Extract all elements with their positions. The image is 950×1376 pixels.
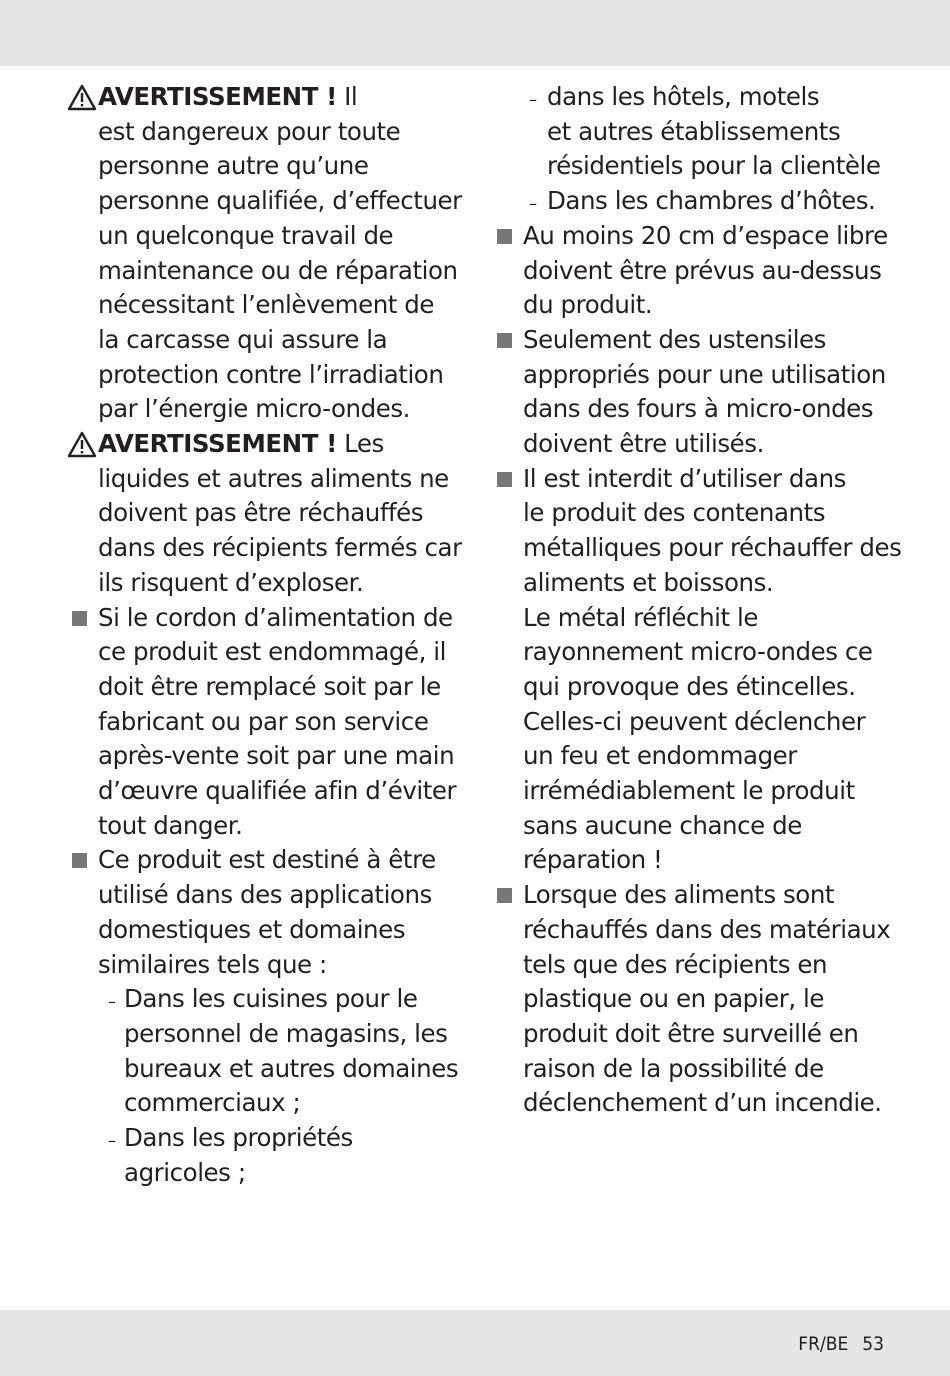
bullet-metal-containers xyxy=(491,462,902,878)
text-line: Au moins 20 cm d’espace libre xyxy=(523,220,888,250)
text-line: similaires tels que : xyxy=(98,949,327,979)
text-line: ils risquent d’exploser. xyxy=(98,567,364,597)
sub-item-farm-houses xyxy=(98,1121,450,1190)
text-line: Dans les propriétés xyxy=(124,1123,353,1153)
dash-marker xyxy=(529,80,537,118)
text-line: Lorsque des aliments sont xyxy=(523,880,835,910)
text-line: dans des récipients fermés car xyxy=(98,533,462,563)
dash-marker xyxy=(529,184,537,222)
warning-block-maintenance xyxy=(66,80,462,427)
text-line: doivent être prévus au-dessus xyxy=(523,255,882,285)
warning-text: Les xyxy=(336,429,384,459)
text-line: raison de la possibilité de xyxy=(523,1053,824,1083)
text-line: personne qualifiée, d’effectuer xyxy=(98,186,462,216)
text-line: un quelconque travail de xyxy=(98,220,394,250)
text-line: domestiques et domaines xyxy=(98,914,406,944)
text-line: doit être remplacé soit par le xyxy=(98,671,441,701)
text-line: d’œuvre qualifiée afin d’éviter xyxy=(98,776,457,806)
square-bullet-icon xyxy=(72,611,87,626)
text-line: est dangereux pour toute xyxy=(98,116,401,146)
text-line: la carcasse qui assure la xyxy=(98,324,388,354)
text-line: nécessitant l’enlèvement de xyxy=(98,290,435,320)
text-line: liquides et autres aliments ne xyxy=(98,463,449,493)
footer-locale: FR/BE xyxy=(798,1333,849,1355)
text-line: déclenchement d’un incendie. xyxy=(523,1088,882,1118)
text-line: irrémédiablement le produit xyxy=(523,776,855,806)
bullet-utensils xyxy=(491,323,886,462)
text-line: commerciaux ; xyxy=(124,1088,301,1118)
text-line: Dans les cuisines pour le xyxy=(124,984,418,1014)
square-bullet-icon xyxy=(72,853,87,868)
text-line: aliments et boissons. xyxy=(523,567,774,597)
text-line: après-vente soit par une main xyxy=(98,741,455,771)
text-line: le produit des contenants xyxy=(523,498,826,528)
text-line: tout danger. xyxy=(98,810,243,840)
text-line: ce produit est endommagé, il xyxy=(98,637,447,667)
bullet-plastic-paper xyxy=(491,878,891,1121)
square-bullet-icon xyxy=(497,472,512,487)
right-column xyxy=(491,80,902,1121)
text-line: produit doit être surveillé en xyxy=(523,1018,859,1048)
text-line: qui provoque des étincelles. xyxy=(523,671,856,701)
text-line: Ce produit est destiné à être xyxy=(98,845,436,875)
warning-title: AVERTISSEMENT ! xyxy=(98,82,337,111)
bullet-intended-use xyxy=(66,843,459,1190)
warning-triangle-icon xyxy=(67,84,97,112)
text-line: Le métal réfléchit le xyxy=(523,602,758,632)
warning-title: AVERTISSEMENT ! xyxy=(98,429,337,459)
text-line: maintenance ou de réparation xyxy=(98,255,458,285)
page-number: 53 xyxy=(862,1333,884,1355)
text-line: appropriés pour une utilisation xyxy=(523,359,886,389)
text-line: personnel de magasins, les xyxy=(124,1018,448,1048)
text-line: fabricant ou par son service xyxy=(98,706,429,736)
warning-block-liquids xyxy=(66,427,462,601)
text-line: plastique ou en papier, le xyxy=(523,984,825,1014)
sub-item-guest-rooms xyxy=(491,184,886,219)
text-line: du produit. xyxy=(523,290,653,320)
text-line: Seulement des ustensiles xyxy=(523,324,826,354)
page-footer xyxy=(798,1333,884,1355)
dash-marker xyxy=(108,1121,116,1159)
text-line: un feu et endommager xyxy=(523,741,797,771)
text-line: rayonnement micro-ondes ce xyxy=(523,637,873,667)
text-line: Si le cordon d’alimentation de xyxy=(98,602,453,632)
text-line: et autres établissements xyxy=(547,116,841,146)
text-line: dans les hôtels, motels xyxy=(547,82,820,111)
text-line: bureaux et autres domaines xyxy=(124,1053,459,1083)
text-line: Celles-ci peuvent déclencher xyxy=(523,706,866,736)
text-line: réchauffés dans des matériaux xyxy=(523,914,891,944)
text-line: Il est interdit d’utiliser dans xyxy=(523,463,846,493)
text-line: métalliques pour réchauffer des xyxy=(523,533,902,563)
square-bullet-icon xyxy=(497,333,512,348)
warning-text: Il xyxy=(336,82,358,111)
text-line: tels que des récipients en xyxy=(523,949,828,979)
text-line: sans aucune chance de xyxy=(523,810,802,840)
left-column xyxy=(66,80,462,1191)
warning-triangle-icon xyxy=(67,431,97,459)
header-band xyxy=(0,0,950,66)
text-line: personne autre qu’une xyxy=(98,151,369,181)
text-line: utilisé dans des applications xyxy=(98,880,432,910)
square-bullet-icon xyxy=(497,888,512,903)
text-line: résidentiels pour la clientèle xyxy=(547,151,881,181)
sub-item-hotels xyxy=(491,80,886,184)
text-line: Dans les chambres d’hôtes. xyxy=(547,186,876,216)
bullet-power-cord xyxy=(66,601,457,844)
text-line: doivent être utilisés. xyxy=(523,429,764,459)
text-line: doivent pas être réchauffés xyxy=(98,498,424,528)
text-line: protection contre l’irradiation xyxy=(98,359,444,389)
text-line: dans des fours à micro-ondes xyxy=(523,394,874,424)
text-line: par l’énergie micro-ondes. xyxy=(98,394,410,424)
dash-marker xyxy=(108,982,116,1020)
bullet-free-space xyxy=(491,219,886,323)
sub-item-shop-kitchens xyxy=(98,982,459,1121)
text-line: agricoles ; xyxy=(124,1157,246,1187)
text-line: réparation ! xyxy=(523,845,663,875)
square-bullet-icon xyxy=(497,229,512,244)
